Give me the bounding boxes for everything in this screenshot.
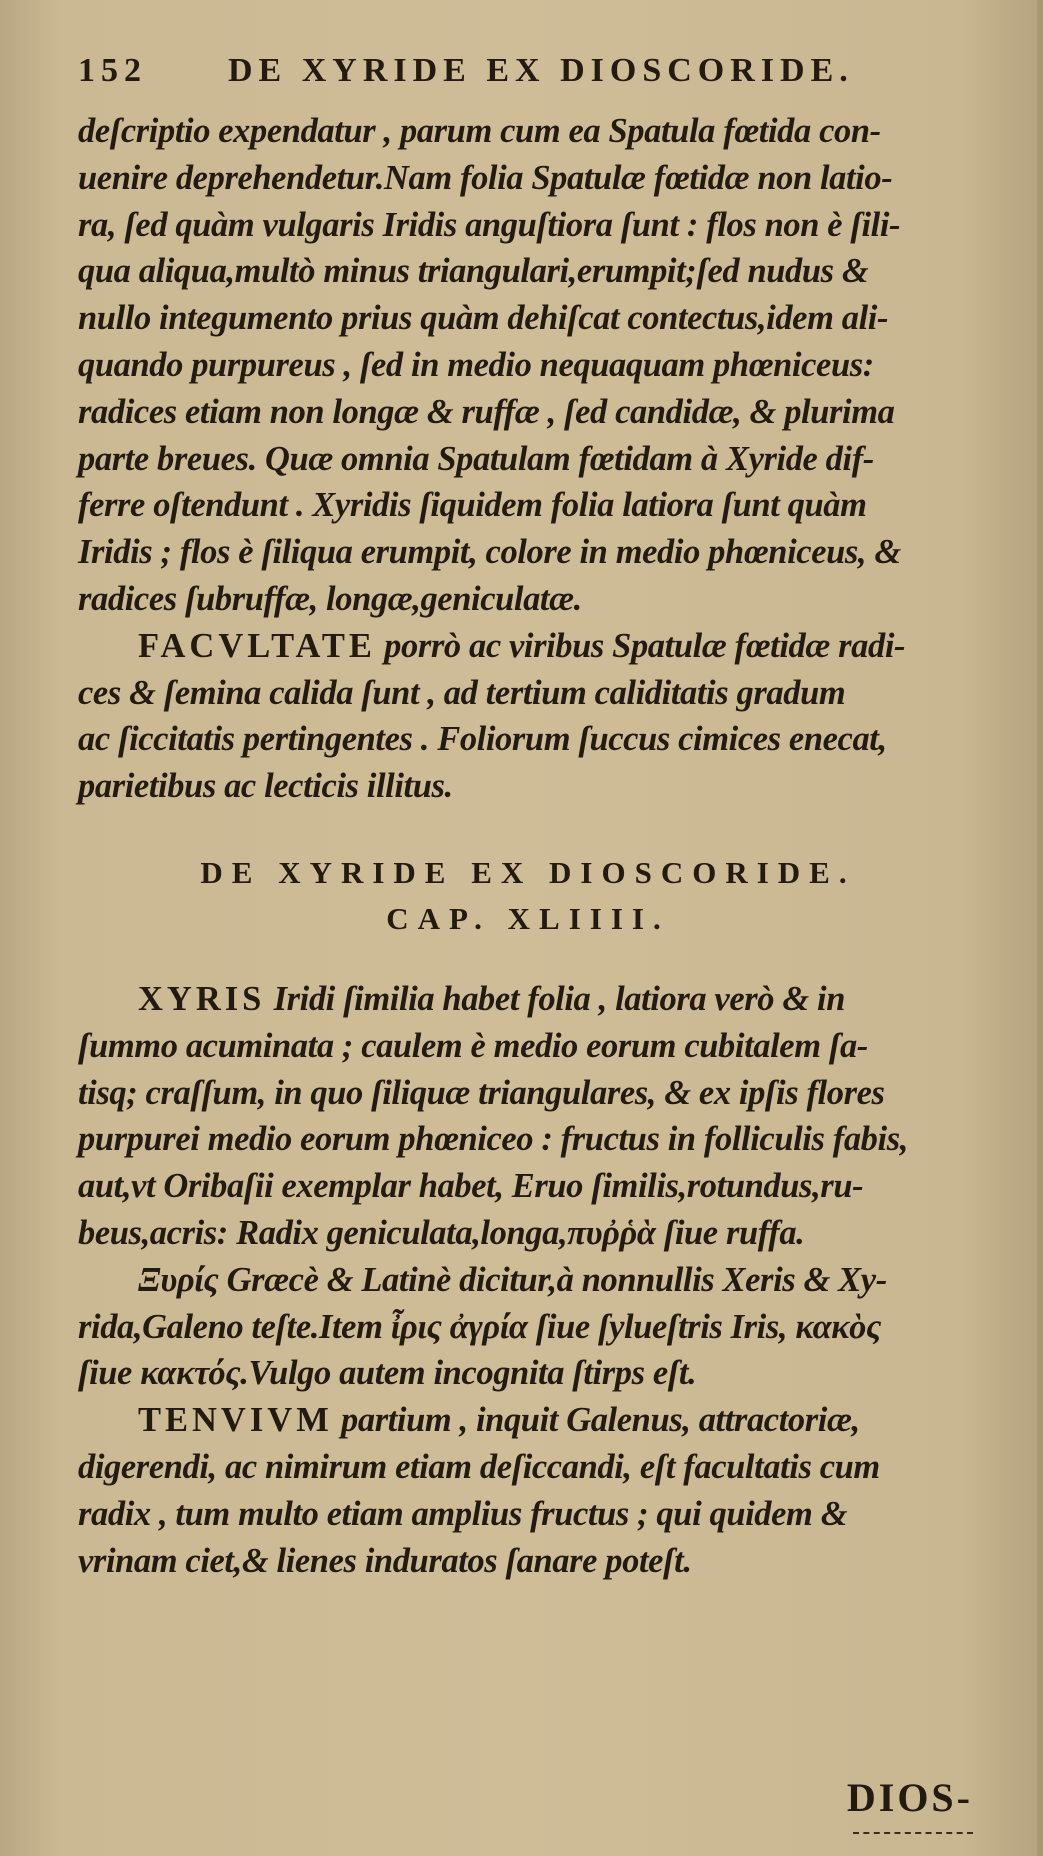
text-block xyxy=(78,52,978,1584)
text-line: Ξυρίς Græcè & Latinè dicitur,à nonnullis Xeris & Xy- xyxy=(138,1260,887,1299)
text-line: parte breues. Quæ omnia Spatulam fœtidam à Xyride dif- xyxy=(78,439,874,478)
text-line: uenire deprehendetur.Nam folia Spatulæ fœtidæ non latio- xyxy=(78,158,893,197)
text-line: quando purpureus , ſed in medio nequaquam phœniceus: xyxy=(78,345,874,384)
text-line: tisq; craſſum, in quo ſiliquæ triangulares, & ex ipſis flores xyxy=(78,1073,885,1112)
paragraph-facultate xyxy=(78,623,978,810)
catchword-rule xyxy=(853,1832,973,1834)
text-line: ferre oſtendunt . Xyridis ſiquidem folia latiora ſunt quàm xyxy=(78,486,867,525)
line-rest: partium , inquit Galenus, attractoriæ, xyxy=(332,1401,860,1440)
text-line: purpurei medio eorum phœniceo : fructus in folliculis fabis, xyxy=(78,1120,908,1159)
text-line: vrinam ciet,& lienes induratos ſanare poteſt. xyxy=(78,1541,692,1580)
text-line: beus,acris: Radix geniculata,longa,πυῤῥὰ ſiue ruffa. xyxy=(78,1213,805,1252)
text-line: nullo integumento prius quàm dehiſcat contectus,idem ali- xyxy=(78,299,889,338)
lead-word: XYRIS xyxy=(138,979,266,1018)
text-line: ces & ſemina calida ſunt , ad tertium caliditatis gradum xyxy=(78,673,846,712)
text-line: digerendi, ac nimirum etiam deſiccandi, eſt facultatis cum xyxy=(78,1447,880,1486)
line-rest: porrò ac viribus Spatulæ fœtidæ radi- xyxy=(375,626,906,665)
lead-word: FACVLTATE xyxy=(138,626,376,665)
text-line: ac ſiccitatis pertingentes . Foliorum ſuccus cimices enecat, xyxy=(78,720,887,759)
page-number: 152 xyxy=(78,52,147,89)
text-line xyxy=(78,623,978,670)
text-line xyxy=(78,1397,978,1444)
running-title: DE XYRIDE EX DIOSCORIDE. xyxy=(228,52,854,89)
line-rest: Iridi ſimilia habet folia , latiora verò & in xyxy=(265,979,845,1018)
chapter-number: CAP. XLIIII. xyxy=(386,900,670,936)
paragraph-xyris xyxy=(78,976,978,1257)
text-line: aut,vt Oribaſii exemplar habet, Eruo ſimilis,rotundus,ru- xyxy=(78,1167,864,1206)
text-line: radices ſubruffæ, longæ,geniculatæ. xyxy=(78,579,582,618)
text-line: radices etiam non longæ & ruffæ , ſed candidæ, & plurima xyxy=(78,392,895,431)
lead-word: TENVIVM xyxy=(138,1401,333,1440)
chapter-title: DE XYRIDE EX DIOSCORIDE. xyxy=(200,854,856,890)
running-head xyxy=(78,52,978,108)
text-line: Iridis ; flos è ſiliqua erumpit, colore in medio phœniceus, & xyxy=(78,533,901,572)
text-line: ſiue κακτός.Vulgo autem incognita ſtirps eſt. xyxy=(78,1354,697,1393)
paragraph-description xyxy=(78,108,978,623)
text-line xyxy=(78,976,978,1023)
text-line: parietibus ac lecticis illitus. xyxy=(78,767,453,806)
text-line: radix , tum multo etiam amplius fructus ; qui quidem & xyxy=(78,1494,848,1533)
text-line: deſcriptio expendatur , parum cum ea Spatula fœtida con- xyxy=(78,112,881,150)
paragraph-tenuium xyxy=(78,1397,978,1584)
text-line: ſummo acuminata ; caulem è medio eorum cubitalem ſa- xyxy=(78,1026,868,1065)
text-line: qua aliqua,multò minus triangulari,erumpit;ſed nudus & xyxy=(78,252,869,291)
page-edge xyxy=(1037,0,1043,1856)
paragraph-names xyxy=(78,1257,978,1397)
catchword: DIOS- xyxy=(846,1775,973,1820)
text-line: ra, ſed quàm vulgaris Iridis anguſtiora ſunt : flos non è ſili- xyxy=(78,205,901,244)
text-line: rida,Galeno teſte.Item ἶρις ἀγρία ſiue ſylueſtris Iris, κακὸς xyxy=(78,1307,881,1346)
